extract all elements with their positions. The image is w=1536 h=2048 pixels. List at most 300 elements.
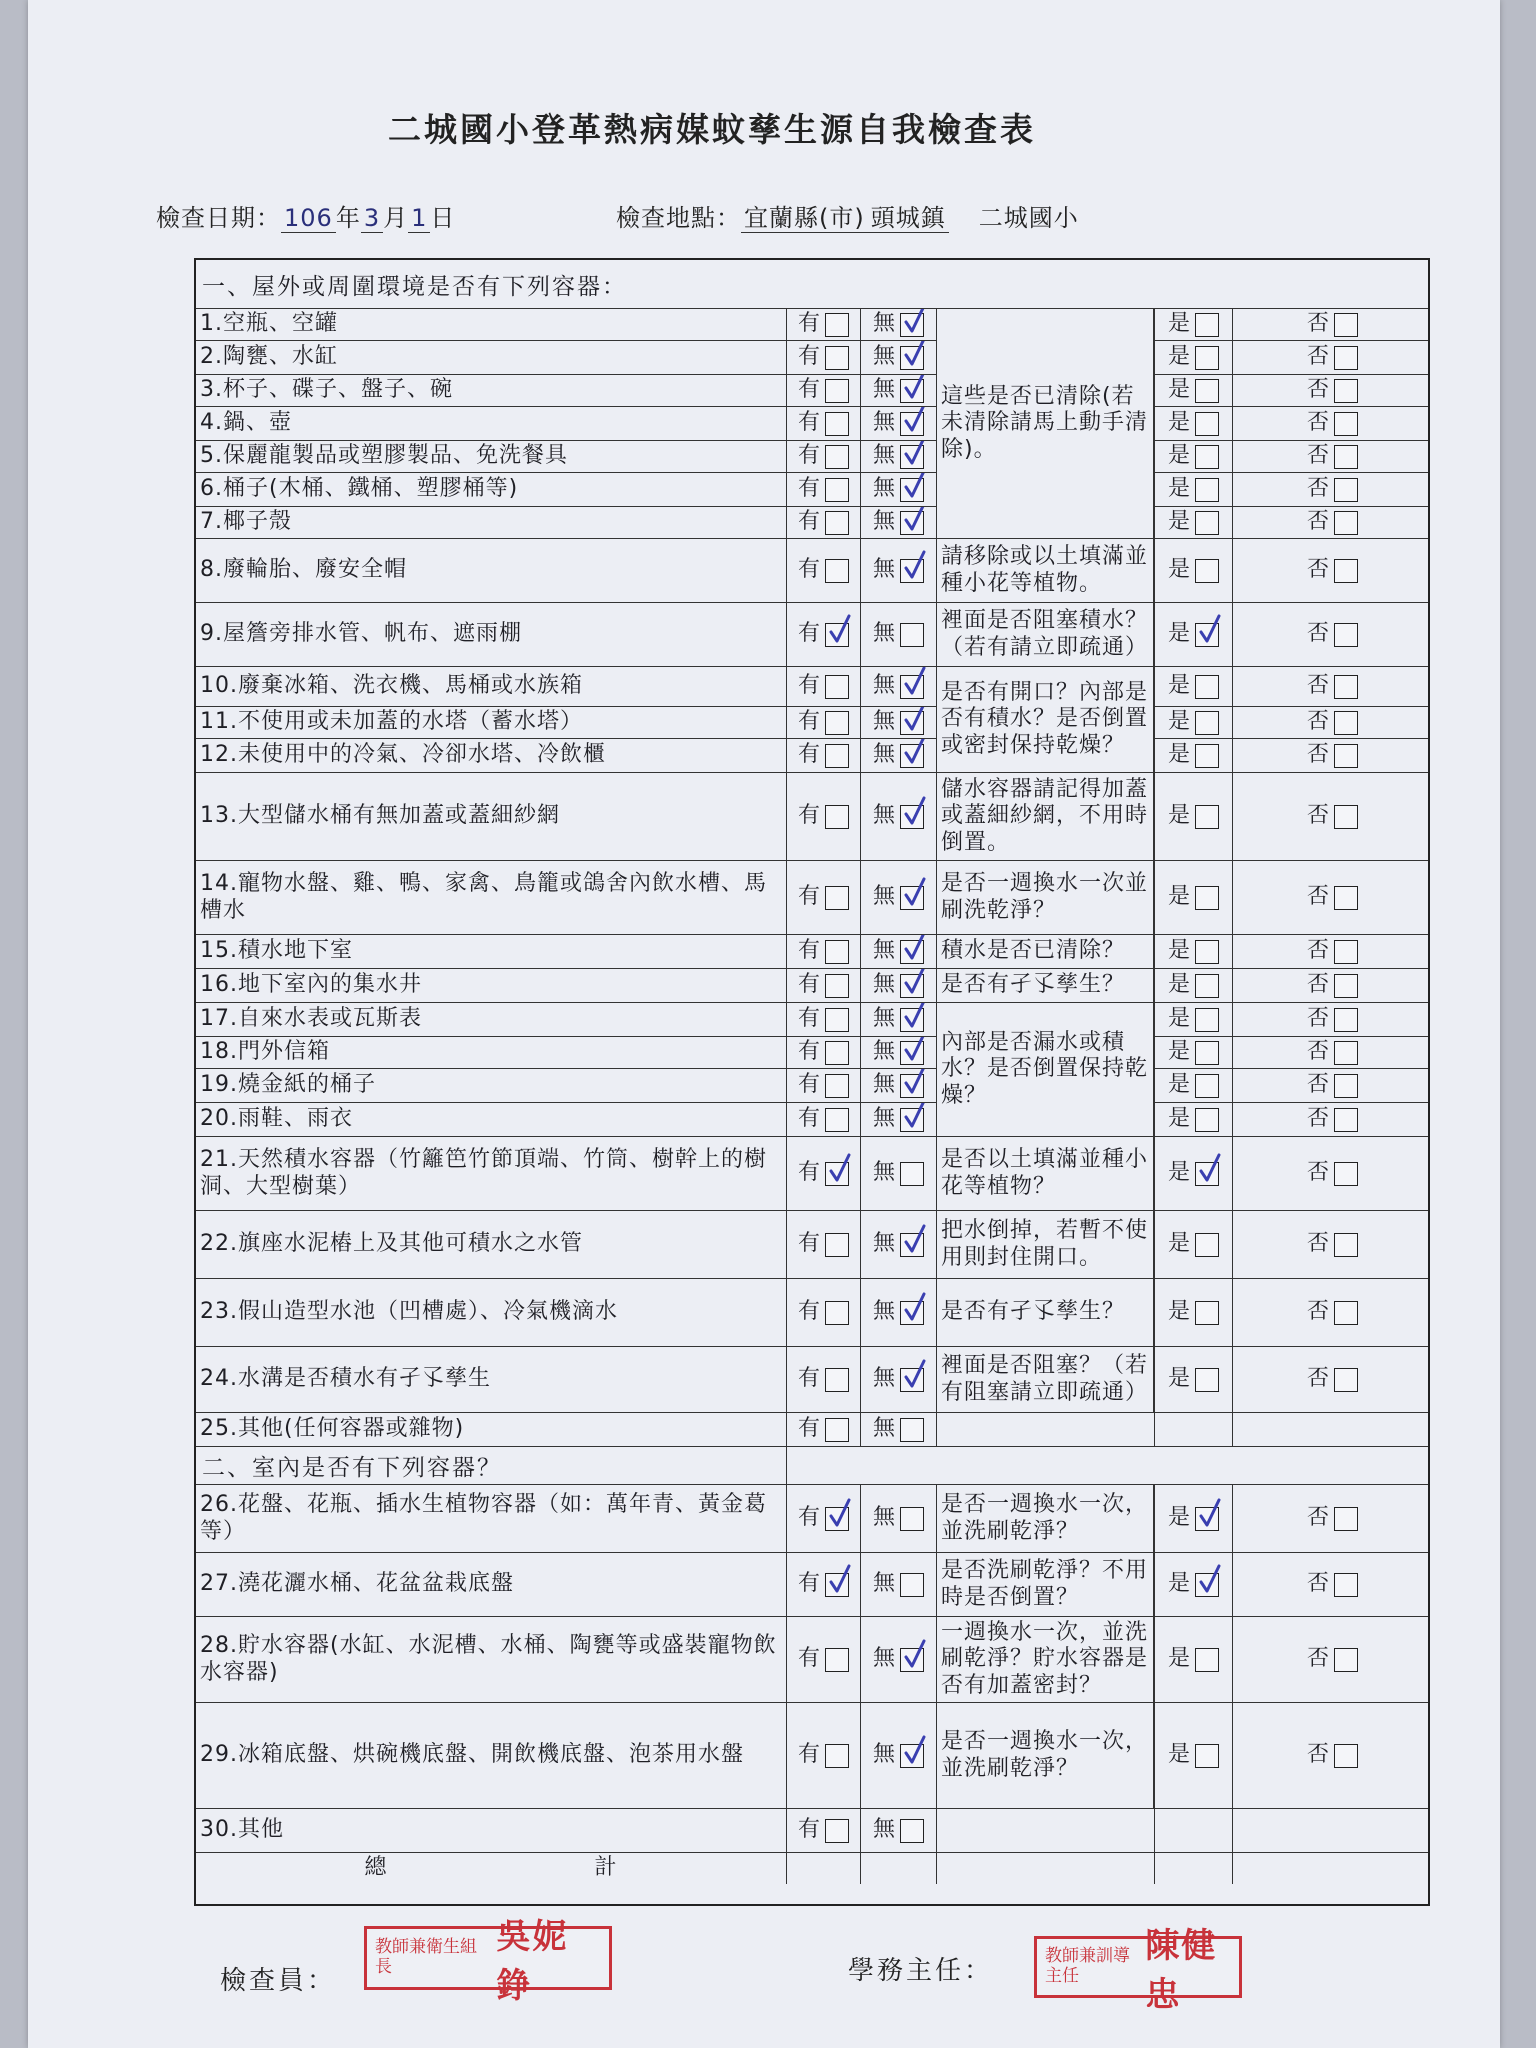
- have-label: 有: [797, 410, 821, 436]
- no-checkbox[interactable]: [1334, 1074, 1358, 1098]
- have-checkbox[interactable]: [825, 1301, 849, 1325]
- have-checkbox[interactable]: [825, 445, 849, 469]
- checklist-row: [196, 1210, 1428, 1278]
- empty-cell: [936, 1809, 1154, 1852]
- have-label: 有: [797, 1006, 821, 1032]
- check-mark-icon: [903, 1103, 925, 1129]
- none-checkbox[interactable]: [900, 1074, 924, 1098]
- no-label: 否: [1306, 1106, 1330, 1132]
- none-label: 無: [872, 1646, 896, 1672]
- have-checkbox[interactable]: [825, 1041, 849, 1065]
- checklist-row: [196, 1002, 1428, 1036]
- yes-checkbox[interactable]: [1195, 379, 1219, 403]
- have-checkbox[interactable]: [825, 711, 849, 735]
- item-text: 18.門外信箱: [200, 1039, 330, 1065]
- none-checkbox[interactable]: [900, 744, 924, 768]
- yes-label: 是: [1167, 673, 1191, 699]
- check-mark-icon: [903, 550, 925, 580]
- checklist-row: [196, 1036, 1428, 1068]
- inspector-stamp-title: 教師兼衛生組長: [375, 1937, 477, 1977]
- checklist-row: [196, 1808, 1428, 1852]
- no-label: 否: [1306, 476, 1330, 502]
- item-text: 8.廢輪胎、廢安全帽: [200, 557, 407, 583]
- none-label: 無: [872, 1106, 896, 1132]
- item-text: 23.假山造型水池（凹槽處）、冷氣機滴水: [200, 1299, 618, 1325]
- none-label: 無: [872, 972, 896, 998]
- have-checkbox[interactable]: [825, 1507, 849, 1531]
- yes-checkbox[interactable]: [1195, 886, 1219, 910]
- none-label: 無: [872, 311, 896, 337]
- no-label: 否: [1306, 311, 1330, 337]
- none-label: 無: [872, 509, 896, 535]
- have-checkbox[interactable]: [825, 346, 849, 370]
- checklist-row: [196, 1346, 1428, 1412]
- no-checkbox[interactable]: [1334, 886, 1358, 910]
- no-checkbox[interactable]: [1334, 1368, 1358, 1392]
- check-mark-icon: [903, 739, 925, 765]
- no-checkbox[interactable]: [1334, 445, 1358, 469]
- no-label: 否: [1306, 1646, 1330, 1672]
- none-label: 無: [872, 1366, 896, 1392]
- none-checkbox[interactable]: [900, 623, 924, 647]
- yes-checkbox[interactable]: [1195, 1573, 1219, 1597]
- yes-label: 是: [1167, 938, 1191, 964]
- item-text: 30.其他: [200, 1817, 284, 1843]
- checklist-row: [196, 1278, 1428, 1346]
- no-checkbox[interactable]: [1334, 623, 1358, 647]
- yes-checkbox[interactable]: [1195, 412, 1219, 436]
- inspection-date: [156, 198, 455, 233]
- yes-checkbox[interactable]: [1195, 1162, 1219, 1186]
- town-value: 頭城鎮: [868, 204, 949, 233]
- none-label: 無: [872, 1416, 896, 1442]
- none-checkbox[interactable]: [900, 1368, 924, 1392]
- empty-cell: [1232, 1809, 1432, 1852]
- none-checkbox[interactable]: [900, 478, 924, 502]
- yes-checkbox[interactable]: [1195, 974, 1219, 998]
- no-checkbox[interactable]: [1334, 1233, 1358, 1257]
- item-text: 6.桶子(木桶、鐵桶、塑膠桶等): [200, 476, 519, 502]
- check-mark-icon: [903, 407, 925, 433]
- no-checkbox[interactable]: [1334, 1507, 1358, 1531]
- no-checkbox[interactable]: [1334, 412, 1358, 436]
- have-label: 有: [797, 1299, 821, 1325]
- year-value: 106: [281, 204, 336, 233]
- empty-cell: [1154, 1809, 1232, 1852]
- none-label: 無: [872, 476, 896, 502]
- none-checkbox[interactable]: [900, 1573, 924, 1597]
- item-text: 16.地下室內的集水井: [200, 972, 422, 998]
- none-checkbox[interactable]: [900, 1041, 924, 1065]
- question-text: 是否一週換水一次，並洗刷乾淨？: [936, 1485, 1154, 1552]
- yes-checkbox[interactable]: [1195, 1744, 1219, 1768]
- yes-checkbox[interactable]: [1195, 711, 1219, 735]
- no-label: 否: [1306, 742, 1330, 768]
- yes-checkbox[interactable]: [1195, 511, 1219, 535]
- have-label: 有: [797, 509, 821, 535]
- have-checkbox[interactable]: [825, 1074, 849, 1098]
- none-checkbox[interactable]: [900, 886, 924, 910]
- yes-label: 是: [1167, 1742, 1191, 1768]
- no-checkbox[interactable]: [1334, 940, 1358, 964]
- none-checkbox[interactable]: [900, 1008, 924, 1032]
- question-text: 是否有孑孓孳生？: [936, 969, 1154, 1002]
- checklist-row: [196, 968, 1428, 1002]
- yes-checkbox[interactable]: [1195, 478, 1219, 502]
- yes-checkbox[interactable]: [1195, 1368, 1219, 1392]
- have-checkbox[interactable]: [825, 805, 849, 829]
- checklist-row: [196, 1412, 1428, 1446]
- no-label: 否: [1306, 443, 1330, 469]
- none-label: 無: [872, 1742, 896, 1768]
- yes-label: 是: [1167, 476, 1191, 502]
- item-text: 28.貯水容器(水缸、水泥槽、水桶、陶甕等或盛裝寵物飲水容器): [200, 1633, 777, 1685]
- have-checkbox[interactable]: [825, 379, 849, 403]
- have-label: 有: [797, 443, 821, 469]
- check-mark-icon: [828, 614, 850, 644]
- yes-label: 是: [1167, 1299, 1191, 1325]
- none-checkbox[interactable]: [900, 1648, 924, 1672]
- checklist-row: [196, 1136, 1428, 1210]
- no-checkbox[interactable]: [1334, 313, 1358, 337]
- none-label: 無: [872, 377, 896, 403]
- checklist-row: [196, 666, 1428, 706]
- none-checkbox[interactable]: [900, 1108, 924, 1132]
- yes-checkbox[interactable]: [1195, 623, 1219, 647]
- none-checkbox[interactable]: [900, 1162, 924, 1186]
- director-label: 學務主任：: [848, 1956, 994, 1986]
- checklist-row: [196, 602, 1428, 666]
- no-checkbox[interactable]: [1334, 805, 1358, 829]
- no-checkbox[interactable]: [1334, 346, 1358, 370]
- yes-checkbox[interactable]: [1195, 1301, 1219, 1325]
- check-mark-icon: [903, 1003, 925, 1029]
- have-label: 有: [797, 1231, 821, 1257]
- none-label: 無: [872, 344, 896, 370]
- no-label: 否: [1306, 1505, 1330, 1531]
- no-checkbox[interactable]: [1334, 711, 1358, 735]
- have-label: 有: [797, 709, 821, 735]
- yes-label: 是: [1167, 1160, 1191, 1186]
- have-label: 有: [797, 803, 821, 829]
- none-checkbox[interactable]: [900, 940, 924, 964]
- have-label: 有: [797, 1366, 821, 1392]
- checklist-row: [196, 538, 1428, 602]
- yes-checkbox[interactable]: [1195, 940, 1219, 964]
- have-checkbox[interactable]: [825, 886, 849, 910]
- none-checkbox[interactable]: [900, 1233, 924, 1257]
- checklist-table: [194, 258, 1430, 1906]
- none-checkbox[interactable]: [900, 313, 924, 337]
- check-mark-icon: [903, 969, 925, 995]
- have-checkbox[interactable]: [825, 1573, 849, 1597]
- have-checkbox[interactable]: [825, 313, 849, 337]
- none-checkbox[interactable]: [900, 711, 924, 735]
- check-mark-icon: [828, 1153, 850, 1183]
- yes-checkbox[interactable]: [1195, 805, 1219, 829]
- question-text: 裡面是否阻塞？（若有阻塞請立即疏通）: [936, 1347, 1154, 1412]
- checklist-row: [196, 772, 1428, 860]
- no-checkbox[interactable]: [1334, 1648, 1358, 1672]
- yes-label: 是: [1167, 557, 1191, 583]
- item-text: 17.自來水表或瓦斯表: [200, 1006, 422, 1032]
- none-checkbox[interactable]: [900, 1507, 924, 1531]
- none-checkbox[interactable]: [900, 1301, 924, 1325]
- none-checkbox[interactable]: [900, 1819, 924, 1843]
- checklist-row: [196, 1102, 1428, 1136]
- item-text: 14.寵物水盤、雞、鴨、家禽、鳥籠或鴿舍內飲水槽、馬槽水: [200, 871, 767, 923]
- no-checkbox[interactable]: [1334, 478, 1358, 502]
- check-mark-icon: [903, 707, 925, 732]
- checklist-row: [196, 1484, 1428, 1552]
- none-label: 無: [872, 803, 896, 829]
- have-checkbox[interactable]: [825, 412, 849, 436]
- have-checkbox[interactable]: [825, 1108, 849, 1132]
- no-checkbox[interactable]: [1334, 559, 1358, 583]
- have-label: 有: [797, 377, 821, 403]
- have-label: 有: [797, 1106, 821, 1132]
- have-checkbox[interactable]: [825, 1233, 849, 1257]
- none-label: 無: [872, 557, 896, 583]
- none-label: 無: [872, 443, 896, 469]
- yes-checkbox[interactable]: [1195, 744, 1219, 768]
- have-label: 有: [797, 1646, 821, 1672]
- checklist-row: [196, 440, 1428, 472]
- empty-cell: [1232, 1413, 1432, 1446]
- no-label: 否: [1306, 1299, 1330, 1325]
- director-stamp-name: 陳健忠: [1145, 1926, 1218, 2015]
- yes-label: 是: [1167, 509, 1191, 535]
- check-mark-icon: [903, 1037, 925, 1062]
- no-checkbox[interactable]: [1334, 974, 1358, 998]
- check-mark-icon: [903, 309, 925, 334]
- checklist-row: [196, 374, 1428, 406]
- have-checkbox[interactable]: [825, 478, 849, 502]
- no-label: 否: [1306, 621, 1330, 647]
- no-label: 否: [1306, 1366, 1330, 1392]
- have-checkbox[interactable]: [825, 1648, 849, 1672]
- yes-checkbox[interactable]: [1195, 445, 1219, 469]
- no-checkbox[interactable]: [1334, 744, 1358, 768]
- no-label: 否: [1306, 1072, 1330, 1098]
- no-label: 否: [1306, 803, 1330, 829]
- have-label: 有: [797, 673, 821, 699]
- month-unit: 月: [383, 204, 409, 232]
- no-checkbox[interactable]: [1334, 675, 1358, 699]
- no-label: 否: [1306, 1571, 1330, 1597]
- no-label: 否: [1306, 1231, 1330, 1257]
- have-checkbox[interactable]: [825, 1744, 849, 1768]
- no-label: 否: [1306, 709, 1330, 735]
- item-text: 15.積水地下室: [200, 938, 353, 964]
- checklist-row: [196, 1068, 1428, 1102]
- item-text: 19.燒金紙的桶子: [200, 1072, 376, 1098]
- none-checkbox[interactable]: [900, 1418, 924, 1442]
- have-checkbox[interactable]: [825, 940, 849, 964]
- yes-label: 是: [1167, 884, 1191, 910]
- item-text: 25.其他(任何容器或雜物): [200, 1416, 465, 1442]
- yes-label: 是: [1167, 1072, 1191, 1098]
- none-label: 無: [872, 1299, 896, 1325]
- none-checkbox[interactable]: [900, 675, 924, 699]
- have-checkbox[interactable]: [825, 1162, 849, 1186]
- have-checkbox[interactable]: [825, 675, 849, 699]
- question-text: 儲水容器請記得加蓋或蓋細紗網，不用時倒置。: [936, 773, 1154, 860]
- have-label: 有: [797, 557, 821, 583]
- no-checkbox[interactable]: [1334, 1744, 1358, 1768]
- none-label: 無: [872, 1505, 896, 1531]
- none-checkbox[interactable]: [900, 412, 924, 436]
- item-text: 26.花盤、花瓶、插水生植物容器（如：萬年青、黃金葛等）: [200, 1492, 767, 1544]
- have-label: 有: [797, 621, 821, 647]
- no-label: 否: [1306, 410, 1330, 436]
- total-cell: [786, 1853, 860, 1884]
- no-label: 否: [1306, 1160, 1330, 1186]
- check-mark-icon: [1198, 614, 1220, 644]
- item-text: 1.空瓶、空罐: [200, 311, 338, 337]
- no-label: 否: [1306, 377, 1330, 403]
- yes-checkbox[interactable]: [1195, 1507, 1219, 1531]
- checklist-row: [196, 860, 1428, 934]
- have-label: 有: [797, 311, 821, 337]
- none-label: 無: [872, 1039, 896, 1065]
- none-checkbox[interactable]: [900, 445, 924, 469]
- director-stamp: [1034, 1926, 1242, 2015]
- total-cell: [1154, 1853, 1232, 1884]
- check-mark-icon: [903, 796, 925, 826]
- no-label: 否: [1306, 972, 1330, 998]
- yes-label: 是: [1167, 1039, 1191, 1065]
- yes-label: 是: [1167, 803, 1191, 829]
- check-mark-icon: [903, 877, 925, 907]
- have-label: 有: [797, 1160, 821, 1186]
- have-checkbox[interactable]: [825, 1008, 849, 1032]
- empty-cell: [1154, 1413, 1232, 1446]
- yes-checkbox[interactable]: [1195, 1648, 1219, 1672]
- yes-label: 是: [1167, 443, 1191, 469]
- have-checkbox[interactable]: [825, 1368, 849, 1392]
- section2-title: 二、室內是否有下列容器？: [202, 1455, 502, 1481]
- have-label: 有: [797, 476, 821, 502]
- item-text: 24.水溝是否積水有孑孓孳生: [200, 1366, 491, 1392]
- checklist-row: [196, 934, 1428, 968]
- document-page: [28, 0, 1500, 2048]
- yes-label: 是: [1167, 1646, 1191, 1672]
- check-mark-icon: [903, 667, 925, 696]
- check-mark-icon: [828, 1498, 850, 1528]
- have-label: 有: [797, 884, 821, 910]
- none-checkbox[interactable]: [900, 346, 924, 370]
- no-label: 否: [1306, 1742, 1330, 1768]
- none-checkbox[interactable]: [900, 1744, 924, 1768]
- no-label: 否: [1306, 1039, 1330, 1065]
- have-checkbox[interactable]: [825, 559, 849, 583]
- yes-checkbox[interactable]: [1195, 675, 1219, 699]
- yes-label: 是: [1167, 621, 1191, 647]
- county-value: 宜蘭縣(市): [741, 204, 868, 233]
- have-label: 有: [797, 1571, 821, 1597]
- yes-label: 是: [1167, 1006, 1191, 1032]
- no-checkbox[interactable]: [1334, 1301, 1358, 1325]
- have-checkbox[interactable]: [825, 1418, 849, 1442]
- none-checkbox[interactable]: [900, 511, 924, 535]
- none-checkbox[interactable]: [900, 559, 924, 583]
- none-label: 無: [872, 621, 896, 647]
- yes-checkbox[interactable]: [1195, 346, 1219, 370]
- item-text: 4.鍋、壺: [200, 410, 292, 436]
- none-checkbox[interactable]: [900, 379, 924, 403]
- check-mark-icon: [903, 441, 925, 466]
- none-checkbox[interactable]: [900, 974, 924, 998]
- have-checkbox[interactable]: [825, 623, 849, 647]
- item-text: 13.大型儲水桶有無加蓋或蓋細紗網: [200, 803, 560, 829]
- no-checkbox[interactable]: [1334, 379, 1358, 403]
- have-checkbox[interactable]: [825, 744, 849, 768]
- checklist-row: [196, 472, 1428, 506]
- location-label: 檢查地點：: [616, 204, 741, 232]
- date-label: 檢查日期：: [156, 204, 281, 232]
- have-label: 有: [797, 344, 821, 370]
- checklist-row: [196, 406, 1428, 440]
- item-text: 22.旗座水泥樁上及其他可積水之水管: [200, 1231, 583, 1257]
- yes-checkbox[interactable]: [1195, 1041, 1219, 1065]
- yes-checkbox[interactable]: [1195, 1008, 1219, 1032]
- day-value: 1: [408, 204, 430, 233]
- check-mark-icon: [903, 341, 925, 367]
- no-checkbox[interactable]: [1334, 511, 1358, 535]
- yes-checkbox[interactable]: [1195, 559, 1219, 583]
- question-text: 是否以土填滿並種小花等植物？: [936, 1137, 1154, 1210]
- section1-header-row: [196, 260, 1428, 308]
- no-checkbox[interactable]: [1334, 1108, 1358, 1132]
- question-text: 內部是否漏水或積水？是否倒置保持乾燥？: [936, 1003, 1154, 1136]
- have-label: 有: [797, 1505, 821, 1531]
- check-mark-icon: [903, 1359, 925, 1389]
- yes-label: 是: [1167, 1106, 1191, 1132]
- yes-label: 是: [1167, 1505, 1191, 1531]
- none-label: 無: [872, 410, 896, 436]
- none-label: 無: [872, 1231, 896, 1257]
- yes-checkbox[interactable]: [1195, 313, 1219, 337]
- none-checkbox[interactable]: [900, 805, 924, 829]
- have-label: 有: [797, 742, 821, 768]
- have-checkbox[interactable]: [825, 511, 849, 535]
- question-text: 積水是否已清除？: [936, 935, 1154, 968]
- item-text: 7.椰子殼: [200, 509, 292, 535]
- question-text: 是否有孑孓孳生？: [936, 1279, 1154, 1346]
- have-checkbox[interactable]: [825, 974, 849, 998]
- none-label: 無: [872, 938, 896, 964]
- have-label: 有: [797, 1072, 821, 1098]
- no-checkbox[interactable]: [1334, 1162, 1358, 1186]
- no-checkbox[interactable]: [1334, 1041, 1358, 1065]
- no-checkbox[interactable]: [1334, 1008, 1358, 1032]
- check-mark-icon: [1198, 1153, 1220, 1183]
- yes-checkbox[interactable]: [1195, 1108, 1219, 1132]
- total-cell: [860, 1853, 936, 1884]
- yes-checkbox[interactable]: [1195, 1233, 1219, 1257]
- no-label: 否: [1306, 557, 1330, 583]
- question-text: 一週換水一次，並洗刷乾淨？貯水容器是否有加蓋密封？: [936, 1617, 1154, 1702]
- none-label: 無: [872, 1072, 896, 1098]
- no-label: 否: [1306, 884, 1330, 910]
- have-checkbox[interactable]: [825, 1819, 849, 1843]
- none-label: 無: [872, 1160, 896, 1186]
- yes-checkbox[interactable]: [1195, 1074, 1219, 1098]
- yes-label: 是: [1167, 410, 1191, 436]
- no-label: 否: [1306, 938, 1330, 964]
- no-checkbox[interactable]: [1334, 1573, 1358, 1597]
